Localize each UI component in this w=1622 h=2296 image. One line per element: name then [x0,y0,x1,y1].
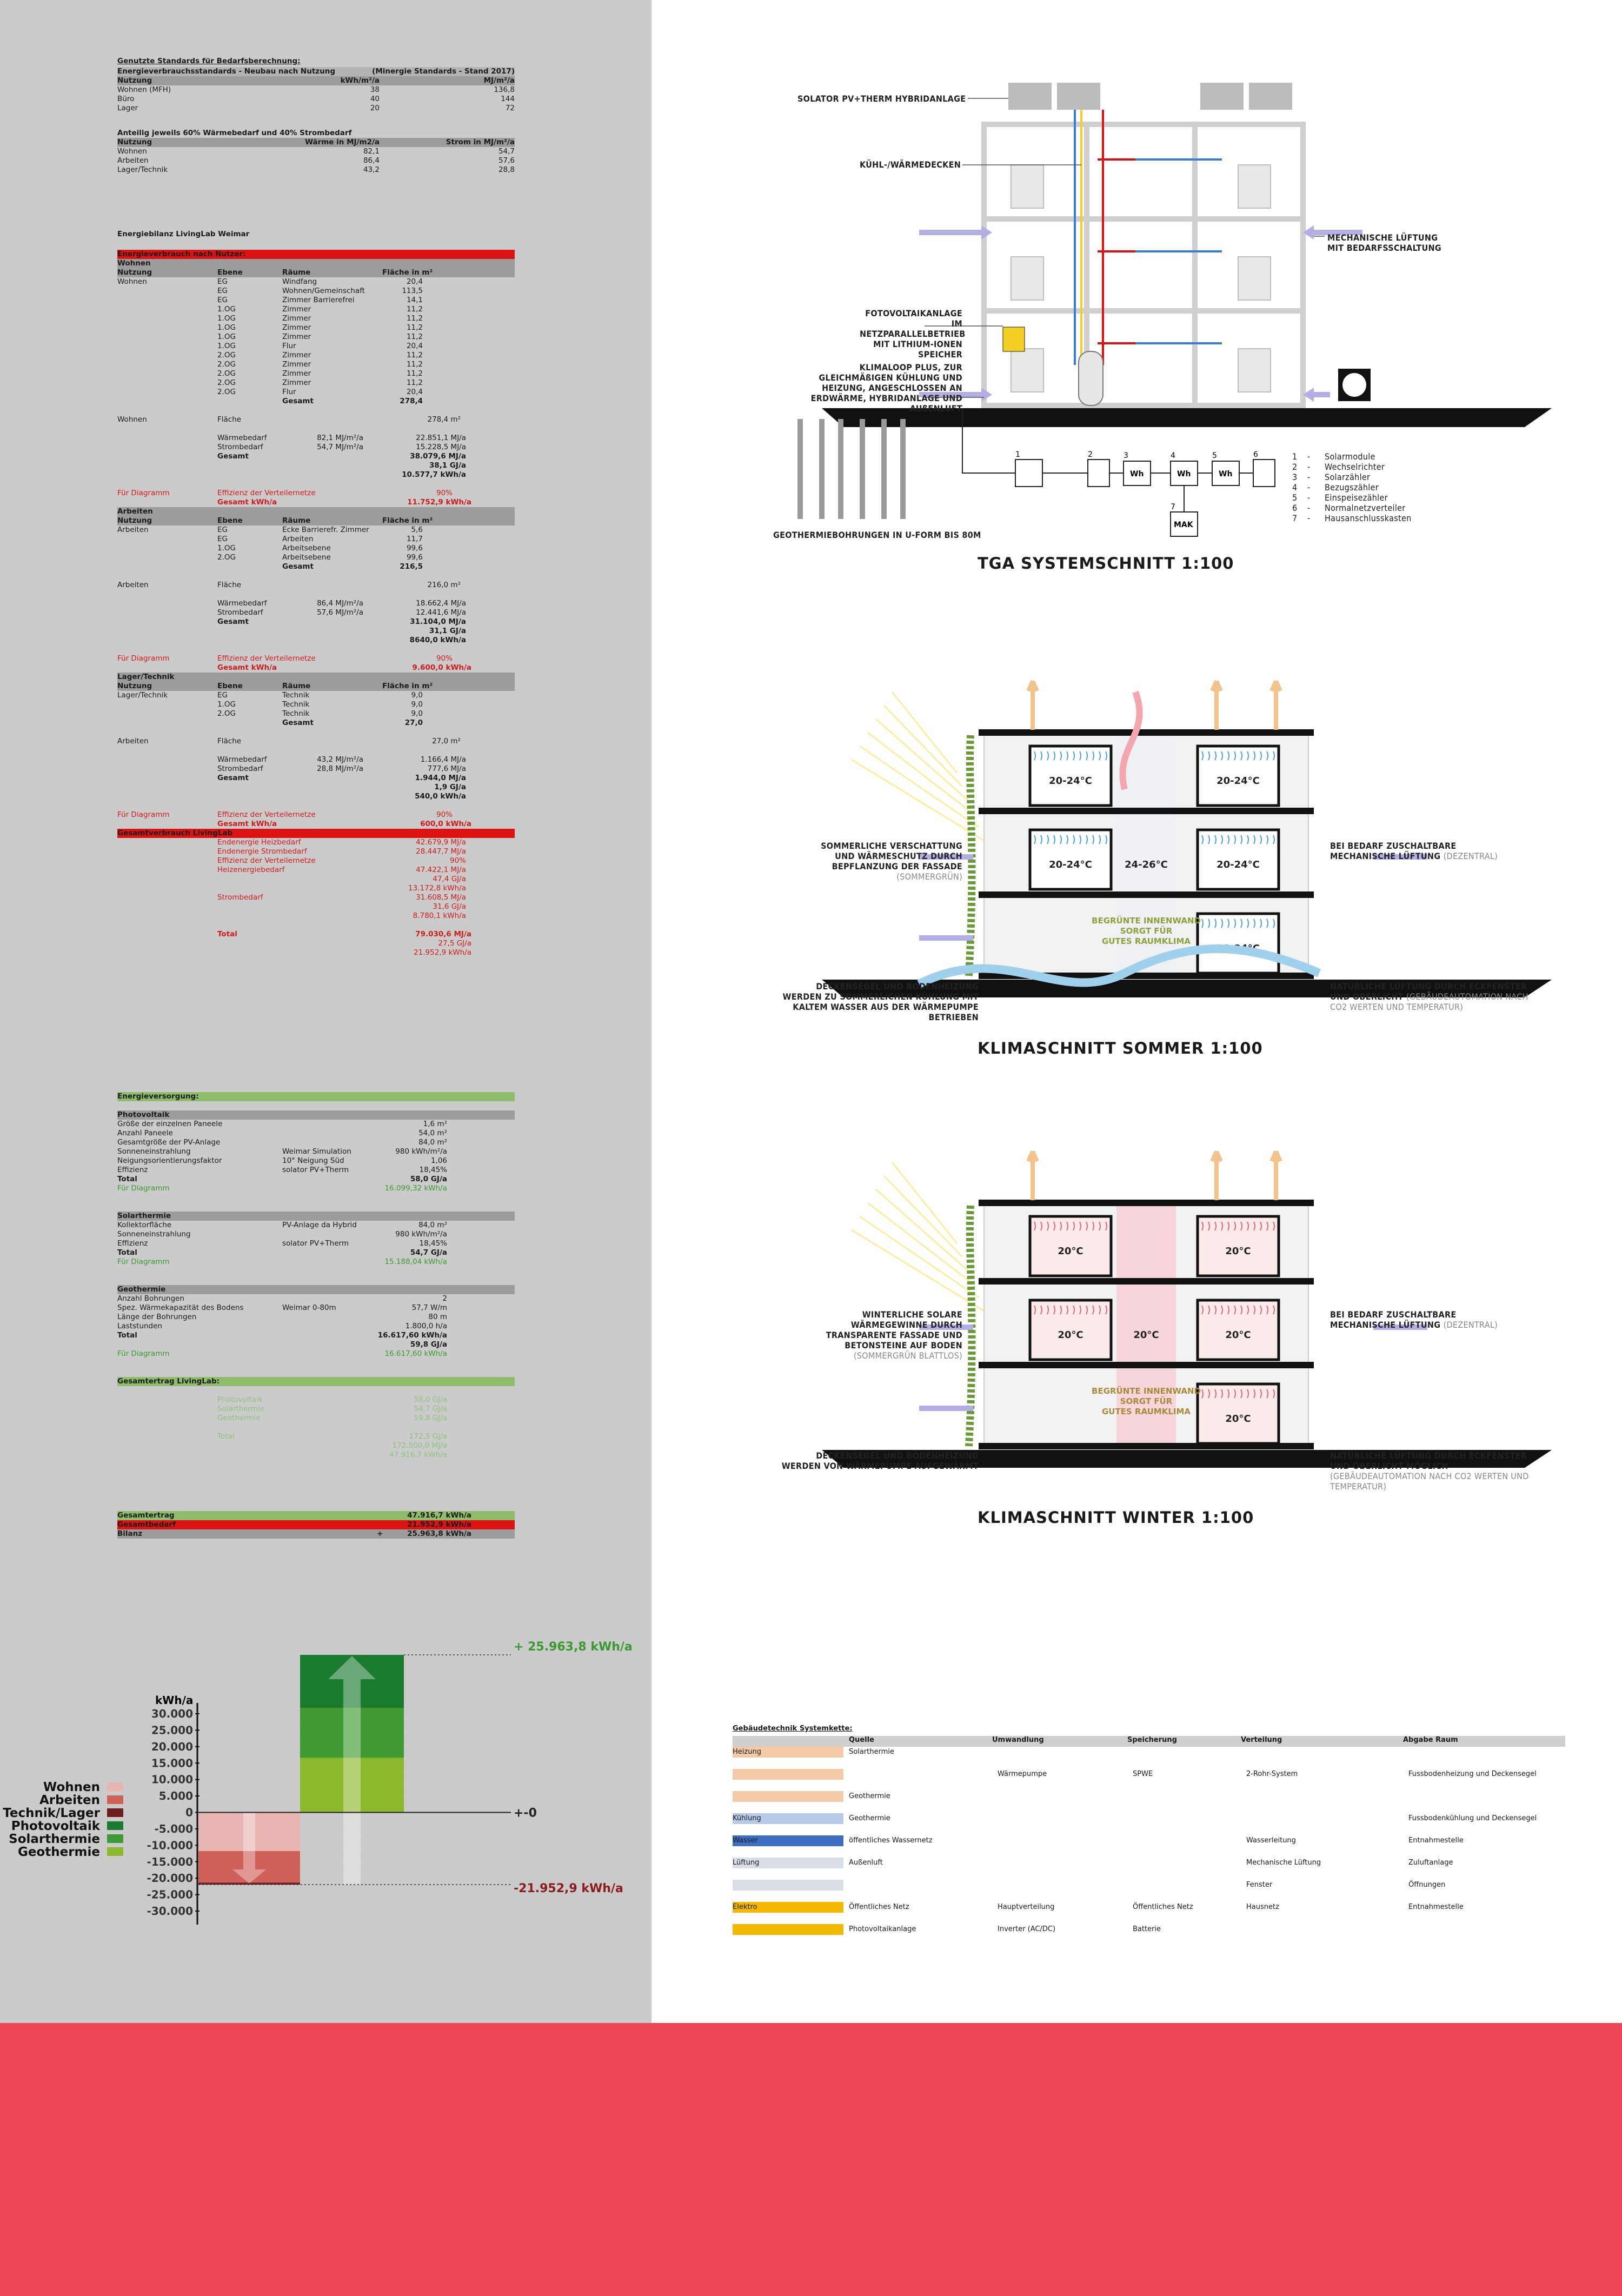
table-row: Gesamt 38.079,6 MJ/a [217,452,466,461]
table-row: 2.OG Flur 20,4 [217,388,423,396]
systemkette-cell: Öffnungen [1408,1881,1446,1889]
legend-label: Technik/Lager [3,1806,100,1820]
group-header: Lager/Technik [117,673,515,682]
legend-label: Geothermie [17,1845,100,1859]
solar-panel [1200,83,1244,110]
group-header: Solarthermie [117,1212,515,1221]
floor-slab [979,891,1314,898]
tga-title: TGA SYSTEMSCHNITT 1:100 [978,554,1234,573]
schema-num-4: 4 [1171,451,1175,460]
systemkette-cell: Außenluft [849,1859,883,1867]
y-tick-label: -25.000 [147,1888,193,1901]
table-row: 47.916,7 kWh/a [389,1450,447,1459]
schema-wh-3: Wh [1130,470,1144,478]
table-row: EG Zimmer Barrierefrei 14,1 [217,296,423,304]
table-row: 2.OG Zimmer 11,2 [217,351,423,360]
table-row: Total 58,0 GJ/a [117,1175,447,1183]
room-temp: 20°C [1225,1413,1251,1425]
table-row: Lager/Technik 43,2 28,8 [117,165,515,174]
y-tick-label: 30.000 [151,1707,193,1720]
schema-num-1: 1 [1015,450,1020,459]
systemkette-cell: Inverter (AC/DC) [998,1925,1056,1933]
table-row: Effizienz solator PV+Therm 18,45% [117,1239,447,1248]
table-row: 1.OG Zimmer 11,2 [217,305,423,314]
annotation-bottom: -21.952,9 kWh/a [514,1882,623,1896]
category-label [733,1924,843,1935]
systemkette-cell: Photovoltaikanlage [849,1925,916,1933]
tga-legend-item: 4 - Bezugszähler [1292,482,1379,493]
table-row: Wohnen EG Windfang 20,4 [117,277,423,286]
air-arrow [919,1406,973,1411]
schema-num-2: 2 [1088,450,1093,459]
table-row: Lager 20 72 [117,104,515,112]
table-row: Wärmebedarf 86,4 MJ/m²/a 18.662,4 MJ/a [217,599,466,608]
room-temp: 20-24°C [1216,775,1260,787]
standards-source: (Minergie Standards - Stand 2017) [372,67,515,76]
legend-label: Arbeiten [39,1793,100,1807]
table-row: Heizenergiebedarf 47.422,1 MJ/a [217,866,466,874]
y-tick-label: 20.000 [151,1740,193,1753]
schema-num-5: 5 [1212,451,1217,460]
systemkette-row [733,1791,1565,1813]
room-temp: 20°C [1058,1246,1083,1257]
systemkette-row [733,1880,1565,1902]
systemkette-cell: Fussbodenheizung und Deckensegel [1408,1770,1537,1778]
standards-subtitle: Energieverbrauchsstandards - Neubau nach Nutzung [117,67,336,76]
table-row: Total 79.030,6 MJ/a [217,930,471,939]
systemkette-cell: Wärmepumpe [998,1770,1047,1778]
table-row: Büro 40 144 [117,95,515,103]
verbrauch-table [117,250,515,957]
table-row: Total 54,7 GJ/a [117,1248,447,1257]
table-row: Für Diagramm Effizienz der Verteilernetze 90% [117,654,453,663]
table-row: Strombedarf 54,7 MJ/m²/a 15.228,5 MJ/a [217,443,466,451]
center-note: SORGT FÜR [1120,1396,1173,1406]
table-row: 13.172,8 kWh/a [408,884,466,893]
sommer-label-3: BEI BEDARF ZUSCHALTBARE MECHANISCHE LÜFTUNG (DEZENTRAL) [1330,841,1498,861]
annotation-top: + 25.963,8 kWh/a [514,1640,633,1654]
legend-label: Solarthermie [9,1832,100,1846]
storage-tank [1079,351,1103,405]
exhaust-arrow [1212,1152,1221,1200]
systemkette-row [733,1769,1565,1791]
table-row: 1.OG Zimmer 11,2 [217,323,423,332]
table-row: Gesamtgröße der PV-Anlage 84,0 m² [117,1138,447,1147]
table-row: Gesamt kWh/a 9.600,0 kWh/a [217,663,471,672]
category-label: Kühlung [733,1813,843,1824]
category-label [733,1791,843,1802]
schema-wh-4: Wh [1177,470,1191,478]
systemkette-row [733,1924,1565,1946]
table-row: Bilanz + 25.963,8 kWh/a [117,1529,515,1539]
winter-label-3: BEI BEDARF ZUSCHALTBARE MECHANISCHE LÜFTUNG (DEZENTRAL) [1330,1309,1498,1330]
group-header: Photovoltaik [117,1110,515,1120]
exhaust-arrow [1028,1152,1037,1200]
table-row: 2.OG Arbeitsebene 99,6 [217,553,423,562]
room-temp: 20-24°C [1216,943,1260,954]
section-header: Energieversorgung: [117,1092,515,1101]
solar-panel [1008,83,1052,110]
table-row: Anzahl Bohrungen 2 [117,1294,447,1303]
tga-legend-item: 1 - Solarmodule [1292,451,1375,462]
center-note: BEGRÜNTE INNENWAND [1092,916,1201,926]
bilanz-title: Energiebilanz LivingLab Weimar [117,230,250,238]
solar-panel [1057,83,1100,110]
table-row: Größe der einzelnen Paneele 1,6 m² [117,1120,447,1128]
center-note: GUTES RAUMKLIMA [1101,1407,1191,1416]
table-header: Nutzung Ebene Räume Fläche in m² [117,682,515,691]
floor-slab [979,1200,1314,1206]
table-row: Solarthermie 54,7 GJ/a [217,1405,447,1413]
group-header: Arbeiten [117,507,515,516]
table-row: Gesamt 27,0 [282,718,423,727]
table-row: 8640,0 kWh/a [409,636,466,644]
anteilig-title: Anteilig jeweils 60% Wärmebedarf und 40% Strombedarf [117,129,352,137]
systemkette-cell: 2-Rohr-System [1246,1770,1298,1778]
table-row: 1.OG Flur 20,4 [217,342,423,350]
table-row: Kollektorfläche PV-Anlage da Hybrid 84,0 m² [117,1221,447,1229]
tga-legend-item: 7 - Hausanschlusskasten [1292,513,1412,523]
table-header: Nutzung Ebene Räume Fläche in m² [117,516,515,525]
y-tick-label: -10.000 [147,1839,193,1852]
y-tick-label: -15.000 [147,1855,193,1868]
systemkette-row [733,1835,1565,1858]
table-row: Effizienz der Verteilernetze 90% [217,856,466,865]
systemkette-cell: Fenster [1246,1881,1273,1889]
table-row: Gesamt 1.944,0 MJ/a [217,774,466,782]
table-row: Neigungsorientierungsfaktor 10° Neigung Süd 1,06 [117,1156,447,1165]
standards-table [117,57,515,113]
legend-swatch [107,1847,123,1856]
legend-swatch [107,1808,123,1817]
exhaust-arrow [1212,681,1221,730]
table-row: 2.OG Zimmer 11,2 [217,378,423,387]
tga-legend-item: 5 - Einspeisezähler [1292,493,1388,503]
versorgung-table [117,1092,515,1460]
table-row: Gesamtertrag 47.916,7 kWh/a [117,1511,515,1520]
table-row: Wohnen (MFH) 38 136,8 [117,85,515,94]
solar-panel [1249,83,1292,110]
anteilig-header: Nutzung Wärme in MJ/m2/a Strom in MJ/m²/a [117,138,515,147]
legend-swatch [107,1782,123,1791]
table-row: 1.OG Technik 9,0 [217,700,423,709]
table-row: 31,1 GJ/a [429,627,466,635]
table-row: Strombedarf 31.608,5 MJ/a [217,893,466,902]
systemkette-cell: Geothermie [849,1814,890,1822]
schema-wh-5: Wh [1219,470,1233,478]
systemkette-cell: Entnahmestelle [1408,1836,1464,1845]
room-temp: 20°C [1133,1329,1159,1341]
label-klima: KLIMALOOP PLUS, ZUR GLEICHMÄßIGEN KÜHLUNG UND HEIZUNG, ANGESCHLOSSEN AN ERDWÄRME, HYBRIDANLAGE UND AUßENLUFT [810,362,962,414]
y-tick-label: 25.000 [151,1723,193,1737]
systemkette-header: Quelle Umwandlung Speicherung Verteilung Abgabe Raum [733,1736,1565,1747]
legend-swatch [107,1821,123,1830]
table-row: Für Diagramm 15.188,04 kWh/a [117,1257,447,1266]
table-row: 1.OG Zimmer 11,2 [217,314,423,323]
schema-box-2 [1088,460,1109,487]
label-pv: FOTOVOLTAIKANLAGE IM NETZPARALLELBETRIEB MIT LITHIUM-IONEN SPEICHER [860,308,966,360]
table-row: 2.OG Zimmer 11,2 [217,369,423,378]
table-row: 59,8 GJ/a [410,1340,447,1349]
air-arrow [919,935,973,941]
systemkette-cell: SPWE [1133,1770,1153,1778]
category-label: Lüftung [733,1858,843,1868]
room-temp: 24-26°C [1125,859,1168,870]
label-solator: SOLATOR PV+THERM HYBRIDANLAGE [797,94,966,104]
category-label [733,1880,843,1891]
table-row: EG Wohnen/Gemeinschaft 113,5 [217,287,423,295]
table-row: 1.OG Arbeitsebene 99,6 [217,544,423,553]
schema-box-6 [1253,460,1275,487]
anteilig-table [117,129,515,175]
table-row: Wärmebedarf 43,2 MJ/m²/a 1.166,4 MJ/a [217,755,466,764]
sommer-label-1: SOMMERLICHE VERSCHATTUNG UND WÄRMESCHUTZ DURCH BEPFLANZUNG DER FASSADE (SOMMERGRÜN) [821,841,962,882]
y-tick-label: -30.000 [147,1905,193,1918]
table-row: Lager/Technik EG Technik 9,0 [117,691,423,700]
label-kuehl: KÜHL-/WÄRMEDECKEN [860,159,961,170]
systemkette-cell: Öffentliches Netz [849,1903,909,1911]
section-header: Gesamtverbrauch LivingLab [117,829,515,838]
systemkette-table [733,1725,1565,1946]
tga-legend-item: 2 - Wechselrichter [1292,462,1385,472]
winter-label-4: NATÜRLICHE LÜFTUNG DURCH ECKFENSTER UND OBERLICHT MÖGLICH (GEBÄUDEAUTOMATION NACH CO2 WERTEN UND TEMPERATUR) [1330,1450,1529,1492]
center-note: SORGT FÜR [1120,926,1173,936]
table-row: 10.577,7 kWh/a [402,470,466,479]
systemkette-cell: Entnahmestelle [1408,1903,1464,1911]
table-row: Gesamt 216,5 [282,562,423,571]
table-row: Total 172,5 GJ/a [217,1432,447,1441]
y-tick-label: -20.000 [147,1872,193,1885]
systemkette-row [733,1902,1565,1924]
tga-legend [1292,451,1412,523]
table-row: Arbeiten EG Ecke Barrierefr. Zimmer 5,6 [117,525,423,534]
exhaust-arrow [1028,681,1037,730]
sommer-label-4: NATÜRLICHE LÜFTUNG DURCH ECKFENSTER UND OBERLICHT (GEBÄUDEAUTOMATION NACH CO2 WERTEN UND TEMPERATUR) [1330,981,1528,1012]
table-row: Total 16.617,60 kWh/a [117,1331,447,1340]
summary-table [117,1511,515,1539]
floor-slab [979,1362,1314,1368]
group-header: Geothermie [117,1285,515,1294]
table-row: Laststunden 1.800,0 h/a [117,1322,447,1330]
sommer-title: KLIMASCHNITT SOMMER 1:100 [978,1039,1263,1057]
systemkette-cell: Fussbodenkühlung und Deckensegel [1408,1814,1537,1822]
table-row: Gesamt 31.104,0 MJ/a [217,617,466,626]
tga-legend-item: 3 - Solarzähler [1292,472,1371,482]
room-temp: 20°C [1058,1329,1083,1341]
winter-title: KLIMASCHNITT WINTER 1:100 [978,1508,1254,1527]
table-row: 540,0 kWh/a [415,792,466,801]
table-row: Gesamt kWh/a 11.752,9 kWh/a [217,498,471,507]
systemkette-title: Gebäudetechnik Systemkette: [733,1725,853,1733]
floor-slab [979,808,1314,814]
exhaust-arrow [1272,681,1280,730]
room-temp: 20°C [1225,1246,1251,1257]
systemkette-cell: Zuluftanlage [1408,1859,1453,1867]
table-row: Sonneneinstrahlung Weimar Simulation 980 kWh/m²/a [117,1147,447,1156]
group-header: Wohnen [117,259,515,268]
table-row: 38,1 GJ/a [429,461,466,470]
table-row: Arbeiten Fläche 27,0 m² [117,737,461,746]
table-row: Photovoltaik 58,0 GJ/a [217,1395,447,1404]
y-tick-label: 5.000 [158,1789,193,1803]
schema-mak: MAK [1174,521,1193,529]
systemkette-row [733,1858,1565,1880]
legend-swatch [107,1834,123,1843]
schema-num-3: 3 [1124,451,1128,460]
table-row: EG Arbeiten 11,7 [217,535,423,543]
battery-icon [1003,327,1025,351]
y-tick-label: -5.000 [154,1822,193,1835]
category-label: Wasser [733,1835,843,1846]
table-row: Für Diagramm 16.617,60 kWh/a [117,1349,447,1358]
table-row: Arbeiten 86,4 57,6 [117,156,515,165]
legend-label: Photovoltaik [11,1819,100,1833]
annotation-zero: +-0 [514,1806,537,1820]
room-temp: 20-24°C [1049,775,1092,787]
center-note: BEGRÜNTE INNENWAND [1092,1386,1201,1396]
systemkette-cell: Batterie [1133,1925,1161,1933]
table-row: 8.780,1 kWh/a [413,911,466,920]
y-tick-label: 0 [185,1806,193,1819]
tga-legend-item: 6 - Normalnetzverteiler [1292,503,1406,513]
schema-num-7: 7 [1171,503,1175,511]
table-row: Gesamt 278,4 [282,397,423,405]
table-row: Strombedarf 28,8 MJ/m²/a 777,6 MJ/a [217,764,466,773]
table-row: 172.500,0 MJ/a [392,1441,447,1450]
systemkette-cell: Hauptverteilung [998,1903,1055,1911]
table-row: Endenergie Heizbedarf 42.679,9 MJ/a [217,838,466,847]
table-row: Sonneneinstrahlung 980 kWh/m²/a [117,1230,447,1239]
table-row: Für Diagramm Effizienz der Verteilernetze 90% [117,810,453,819]
center-note: GUTES RAUMKLIMA [1101,936,1191,946]
systemkette-cell: Geothermie [849,1792,890,1800]
table-row: Strombedarf 57,6 MJ/m²/a 12.441,6 MJ/a [217,608,466,617]
exhaust-arrow [1272,1152,1280,1200]
table-row: 1.OG Zimmer 11,2 [217,332,423,341]
table-row: 47,4 GJ/a [433,875,466,883]
systemkette-row [733,1813,1565,1835]
table-row: Gesamtbedarf 21.952,9 kWh/a [117,1520,515,1529]
systemkette-cell: Wasserleitung [1246,1836,1296,1845]
systemkette-cell: Mechanische Lüftung [1246,1859,1321,1867]
table-row: 27,5 GJ/a [438,939,471,948]
y-tick-label: 10.000 [151,1773,193,1786]
table-row: Geothermie 59,8 GJ/a [217,1414,447,1422]
schema-num-6: 6 [1253,450,1258,459]
systemkette-cell: Solarthermie [849,1748,894,1756]
balance-chart [0,1640,652,1962]
category-label: Heizung [733,1747,843,1758]
bottom-band [0,2023,1622,2296]
winter-label-2: DECKENSEGEL UND BODENHEIZUNG WERDEN VON WÄRMEPUMPE AUFGEWÄRMT [781,1450,979,1471]
table-row: 1,9 GJ/a [434,783,466,791]
schema-box-1 [1015,460,1042,487]
floor-slab [979,1278,1314,1285]
systemkette-cell: Öffentliches Netz [1133,1903,1193,1911]
systemkette-cell: Hausnetz [1246,1903,1279,1911]
room-temp: 20-24°C [1049,859,1092,870]
table-row: Wohnen Fläche 278,4 m² [117,415,461,424]
y-axis-label: kWh/a [155,1694,194,1707]
systemkette-cell: öffentliches Wassernetz [849,1836,933,1845]
table-row: 2.OG Zimmer 11,2 [217,360,423,369]
table-row: Anzahl Paneele 54,0 m² [117,1129,447,1137]
table-row: Effizienz solator PV+Therm 18,45% [117,1166,447,1174]
y-tick-label: 15.000 [151,1756,193,1770]
table-row: Endenergie Strombedarf 28.447,7 MJ/a [217,847,466,856]
table-row: Für Diagramm 16.099,32 kWh/a [117,1184,447,1193]
air-arrow [1303,388,1330,402]
table-row: Spez. Wärmekapazität des Bodens Weimar 0-80m 57,7 W/m [117,1303,447,1312]
table-row: Länge der Bohrungen 80 m [117,1313,447,1321]
standards-header: Nutzung kWh/m²/a MJ/m²/a [117,76,515,85]
standards-title: Genutzte Standards für Bedarfsberechnung: [117,57,301,65]
table-row: 31,6 GJ/a [433,902,466,911]
table-row: Wärmebedarf 82,1 MJ/m²/a 22.851,1 MJ/a [217,434,466,442]
table-row: Für Diagramm Effizienz der Verteilernetze 90% [117,489,453,497]
label-geo: GEOTHERMIEBOHRUNGEN IN U-FORM BIS 80M [773,530,981,540]
table-row: 2.OG Technik 9,0 [217,709,423,718]
category-label [733,1769,843,1780]
room-temp: 20-24°C [1216,859,1260,870]
room-temp: 20°C [1225,1329,1251,1341]
legend-label: Wohnen [43,1780,100,1794]
category-label: Elektro [733,1902,843,1913]
section-header: Energieverbrauch nach Nutzer: [117,250,515,259]
table-row: 21.952,9 kWh/a [414,948,471,957]
label-mech: MECHANISCHE LÜFTUNG MIT BEDARFSSCHALTUNG [1327,232,1441,253]
table-row: Gesamt kWh/a 600,0 kWh/a [217,820,471,828]
systemkette-row [733,1747,1565,1769]
section-header: Gesamtertrag LivingLab: [117,1377,515,1386]
table-row: Wohnen 82,1 54,7 [117,147,515,156]
floor-slab [979,729,1314,736]
winter-label-1: WINTERLICHE SOLARE WÄRMEGEWINNE DURCH TRANSPARENTE FASSADE UND BETONSTEINE AUF BODEN (SOMMERGRÜN BLATTLOS) [826,1309,962,1361]
air-arrow [919,225,992,239]
legend-swatch [107,1795,123,1804]
table-header: Nutzung Ebene Räume Fläche in m² [117,268,515,277]
table-row: Arbeiten Fläche 216,0 m² [117,581,461,589]
sommer-label-2: DECKENSEGEL UND BODENHEIZUNG WERDEN ZU SOMMERLICHEN KÜHLUNG MIT KALTEM WASSER AUS DER WÄRMEPUMPE BETRIEBEN [782,981,979,1022]
